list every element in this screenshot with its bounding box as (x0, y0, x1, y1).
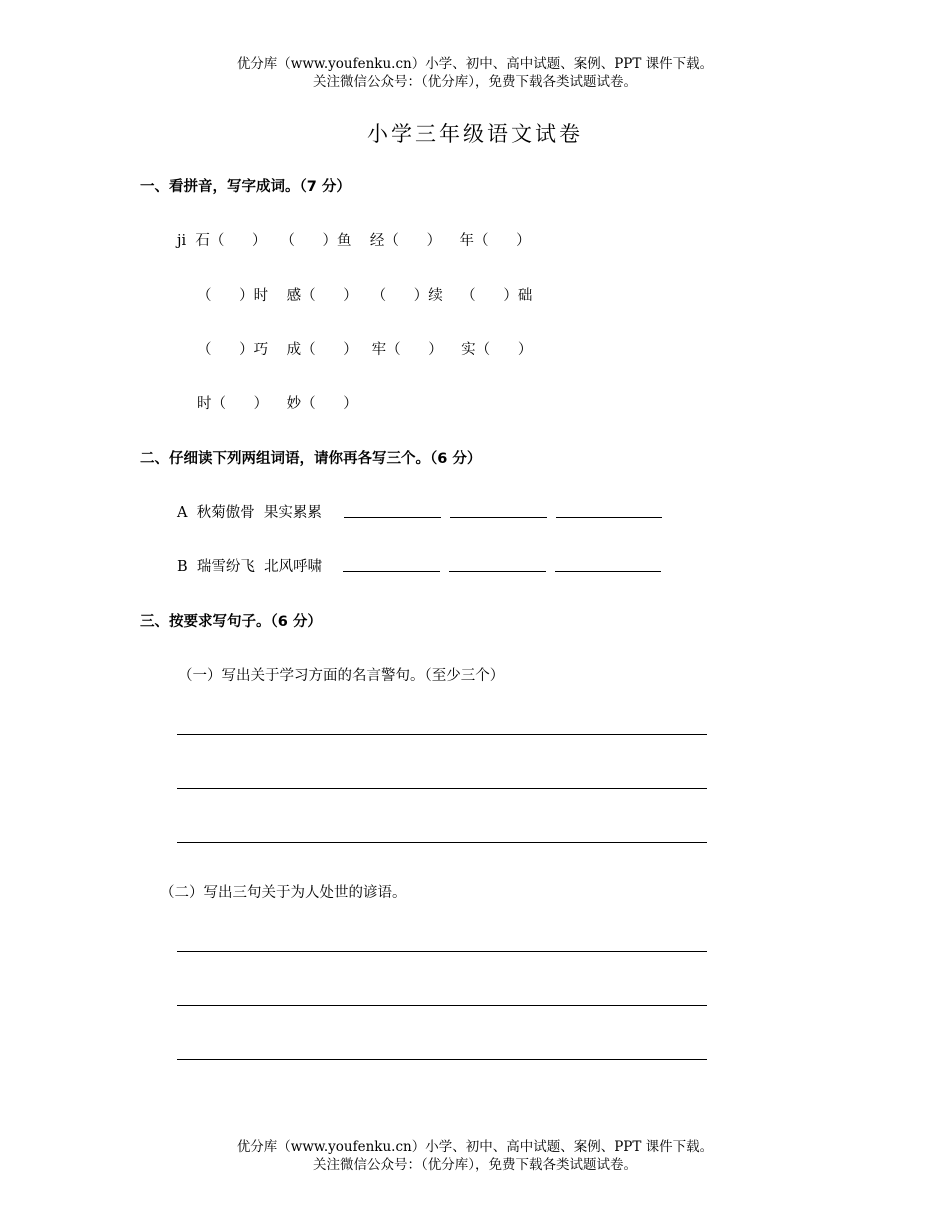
word-group-b: B 瑞雪纷飞 北风呼啸 (177, 559, 323, 575)
answer-blank-a-2[interactable] (450, 517, 547, 518)
answer-blank-b-2[interactable] (449, 571, 546, 572)
writing-line-3[interactable] (177, 842, 707, 843)
header-line-1: 优分库（www.youfenku.cn）小学、初中、高中试题、案例、PPT 课件下载。 (236, 56, 714, 72)
footer-line-1: 优分库（www.youfenku.cn）小学、初中、高中试题、案例、PPT 课件下载。 (236, 1139, 714, 1155)
footer-line-2: 关注微信公众号：（优分库），免费下载各类试题试卷。 (313, 1157, 637, 1173)
writing-line-4[interactable] (177, 951, 707, 952)
answer-blank-a-1[interactable] (344, 517, 441, 518)
answer-blank-b-3[interactable] (555, 571, 661, 572)
answer-blank-a-3[interactable] (556, 517, 662, 518)
answer-blank-b-1[interactable] (343, 571, 440, 572)
pinyin-row-4: 时（ ） 妙（ ） (197, 396, 358, 412)
writing-line-2[interactable] (177, 788, 707, 789)
pinyin-row-1: ji 石（ ） （ ）鱼 经（ ） 年（ ） (177, 233, 531, 249)
header-line-2: 关注微信公众号：（优分库），免费下载各类试题试卷。 (313, 74, 637, 90)
section-1-heading: 一、看拼音，写字成词。（7 分） (140, 179, 351, 195)
writing-line-5[interactable] (177, 1005, 707, 1006)
writing-line-1[interactable] (177, 734, 707, 735)
pinyin-row-2: （ ）时 感（ ） （ ）续 （ ）础 (197, 288, 533, 304)
section-3-heading: 三、按要求写句子。（6 分） (140, 614, 322, 630)
section-3-part-1: （一）写出关于学习方面的名言警句。（至少三个） (178, 668, 505, 684)
pinyin-row-3: （ ）巧 成（ ） 牢（ ） 实（ ） (197, 342, 533, 358)
section-3-part-2: （二）写出三句关于为人处世的谚语。 (160, 885, 407, 901)
page-title: 小学三年级语文试卷 (367, 122, 583, 146)
word-group-a: A 秋菊傲骨 果实累累 (177, 505, 322, 521)
writing-line-6[interactable] (177, 1059, 707, 1060)
section-2-heading: 二、仔细读下列两组词语，请你再各写三个。（6 分） (140, 451, 482, 467)
